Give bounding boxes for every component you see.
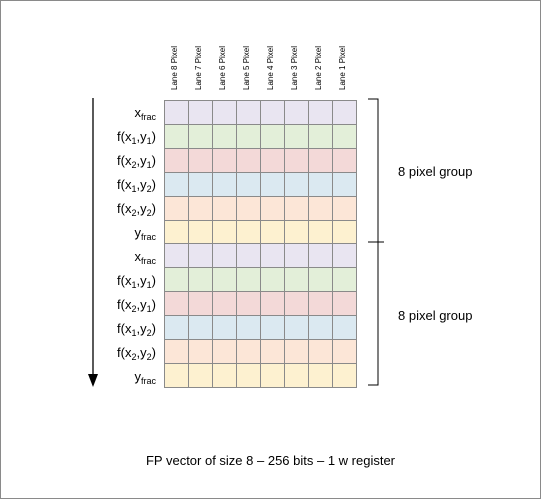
label-text: ,y (136, 153, 147, 168)
grid-cell (165, 292, 189, 316)
grid-cell (237, 221, 261, 245)
grid-cell (237, 316, 261, 340)
grid-cell (261, 292, 285, 316)
row-label (36, 298, 156, 314)
grid-cell (213, 340, 237, 364)
label-text: ) (151, 177, 156, 192)
label-subscript: 2 (146, 352, 152, 362)
lane-label-4: Lane 4 Pixel (266, 45, 275, 90)
grid-cell (237, 292, 261, 316)
label-text: f(x (117, 273, 132, 288)
grid-cell (237, 197, 261, 221)
grid-cell (333, 340, 357, 364)
lane-label-8: Lane 8 Pixel (170, 45, 179, 90)
label-subscript: 1 (146, 280, 152, 290)
label-text: ) (151, 297, 156, 312)
grid-cell (165, 149, 189, 173)
grid-cell (213, 244, 237, 268)
label-text: ) (151, 153, 156, 168)
lane-label-2: Lane 2 Pixel (314, 45, 323, 90)
label-text: ) (151, 321, 156, 336)
grid-cell (285, 244, 309, 268)
grid-cell (309, 268, 333, 292)
grid-cell (189, 316, 213, 340)
grid-cell (333, 268, 357, 292)
grid-cell (285, 125, 309, 149)
grid-cell (261, 101, 285, 125)
grid-cell (333, 173, 357, 197)
grid-cell (261, 316, 285, 340)
lane-label-3: Lane 3 Pixel (290, 45, 299, 90)
grid-cell (309, 316, 333, 340)
label-subscript: 1 (131, 184, 137, 194)
grid-cell (165, 340, 189, 364)
label-text: ) (151, 201, 156, 216)
grid-cell (237, 101, 261, 125)
grid-cell (189, 292, 213, 316)
lane-label-7: Lane 7 Pixel (194, 45, 203, 90)
label-text: x (134, 249, 141, 264)
label-text: ) (151, 129, 156, 144)
grid-cell (333, 101, 357, 125)
label-text: ) (151, 345, 156, 360)
grid-cell (165, 197, 189, 221)
label-text: f(x (117, 201, 132, 216)
label-text: f(x (117, 153, 132, 168)
grid-cell (285, 101, 309, 125)
grid-cell (189, 101, 213, 125)
row-label (36, 226, 156, 242)
grid-cell (189, 268, 213, 292)
grid-cell (213, 197, 237, 221)
grid-cell (261, 197, 285, 221)
label-subscript: 1 (146, 304, 152, 314)
label-text: f(x (117, 129, 132, 144)
grid-cell (213, 125, 237, 149)
label-text: ,y (136, 321, 147, 336)
grid-cell (261, 173, 285, 197)
grid-cell (333, 197, 357, 221)
grid-cell (261, 221, 285, 245)
label-subscript: 1 (146, 136, 152, 146)
grid-cell (165, 125, 189, 149)
label-subscript: 2 (146, 184, 152, 194)
grid-cell (333, 316, 357, 340)
grid-cell (309, 244, 333, 268)
grid-cell (333, 244, 357, 268)
grid-cell (285, 221, 309, 245)
label-subscript: frac (140, 256, 156, 266)
grid-cell (261, 268, 285, 292)
grid-cell (309, 340, 333, 364)
label-text: ,y (136, 129, 147, 144)
grid-cell (189, 364, 213, 388)
label-text: ) (151, 273, 156, 288)
label-text: y (134, 225, 141, 240)
grid-cell (333, 292, 357, 316)
grid-cell (309, 173, 333, 197)
lane-label-1: Lane 1 Pixel (338, 45, 347, 90)
grid-cell (165, 316, 189, 340)
grid-cell (333, 221, 357, 245)
grid-cell (237, 340, 261, 364)
grid-cell (213, 173, 237, 197)
grid-cell (333, 125, 357, 149)
grid-cell (333, 364, 357, 388)
label-text: ,y (136, 273, 147, 288)
grid-cell (165, 268, 189, 292)
grid-cell (189, 173, 213, 197)
label-subscript: 2 (131, 304, 137, 314)
label-subscript: 2 (131, 208, 137, 218)
lane-label-6: Lane 6 Pixel (218, 45, 227, 90)
grid-cell (165, 244, 189, 268)
label-subscript: 1 (131, 328, 137, 338)
grid-cell (213, 149, 237, 173)
grid-cell (213, 221, 237, 245)
label-text: f(x (117, 297, 132, 312)
label-subscript: 2 (131, 352, 137, 362)
grid-cell (237, 244, 261, 268)
grid-cell (237, 364, 261, 388)
label-subscript: 2 (146, 208, 152, 218)
grid-cell (261, 364, 285, 388)
label-subscript: 1 (131, 136, 137, 146)
group-bracket-icon (364, 98, 384, 390)
label-subscript: frac (140, 232, 156, 242)
grid-cell (213, 316, 237, 340)
grid-cell (285, 316, 309, 340)
grid-cell (189, 125, 213, 149)
grid-cell (213, 268, 237, 292)
grid-cell (237, 173, 261, 197)
row-label (36, 250, 156, 266)
label-text: x (134, 105, 141, 120)
grid-cell (189, 340, 213, 364)
row-label (36, 274, 156, 290)
grid-cell (213, 101, 237, 125)
grid-cell (285, 197, 309, 221)
row-label (36, 370, 156, 386)
group-label-upper: 8 pixel group (398, 164, 473, 179)
grid-cell (261, 125, 285, 149)
label-subscript: 2 (146, 328, 152, 338)
label-subscript: 2 (131, 160, 137, 170)
row-label (36, 178, 156, 194)
grid-cell (189, 221, 213, 245)
grid-cell (189, 244, 213, 268)
label-subscript: frac (140, 376, 156, 386)
row-label (36, 130, 156, 146)
lane-label-5: Lane 5 Pixel (242, 45, 251, 90)
grid-cell (285, 149, 309, 173)
grid-cell (237, 125, 261, 149)
grid-cell (165, 221, 189, 245)
label-subscript: frac (140, 112, 156, 122)
grid-cell (189, 149, 213, 173)
grid-cell (309, 292, 333, 316)
grid-cell (165, 364, 189, 388)
grid-cell (165, 101, 189, 125)
caption: FP vector of size 8 – 256 bits – 1 w register (145, 453, 396, 468)
grid-cell (333, 149, 357, 173)
grid-cell (261, 340, 285, 364)
row-label (36, 346, 156, 362)
grid-cell (309, 125, 333, 149)
grid-cell (285, 173, 309, 197)
label-text: f(x (117, 177, 132, 192)
label-subscript: 1 (146, 160, 152, 170)
label-text: ,y (136, 297, 147, 312)
label-text: ,y (136, 201, 147, 216)
label-text: y (134, 369, 141, 384)
row-label (36, 202, 156, 218)
grid-cell (285, 364, 309, 388)
group-label-lower: 8 pixel group (398, 308, 473, 323)
grid-cell (261, 244, 285, 268)
row-label (36, 154, 156, 170)
label-text: ,y (136, 345, 147, 360)
grid-cell (189, 197, 213, 221)
label-text: ,y (136, 177, 147, 192)
label-text: f(x (117, 321, 132, 336)
label-text: f(x (117, 345, 132, 360)
grid-cell (285, 268, 309, 292)
register-grid (164, 100, 357, 388)
grid-cell (309, 197, 333, 221)
label-subscript: 1 (131, 280, 137, 290)
grid-cell (237, 268, 261, 292)
grid-cell (309, 221, 333, 245)
grid-cell (309, 149, 333, 173)
grid-cell (309, 364, 333, 388)
grid-cell (261, 149, 285, 173)
row-label (36, 106, 156, 122)
grid-cell (213, 292, 237, 316)
grid-cell (285, 292, 309, 316)
grid-cell (285, 340, 309, 364)
grid-cell (309, 101, 333, 125)
grid-cell (237, 149, 261, 173)
grid-cell (165, 173, 189, 197)
grid-cell (213, 364, 237, 388)
row-label (36, 322, 156, 338)
